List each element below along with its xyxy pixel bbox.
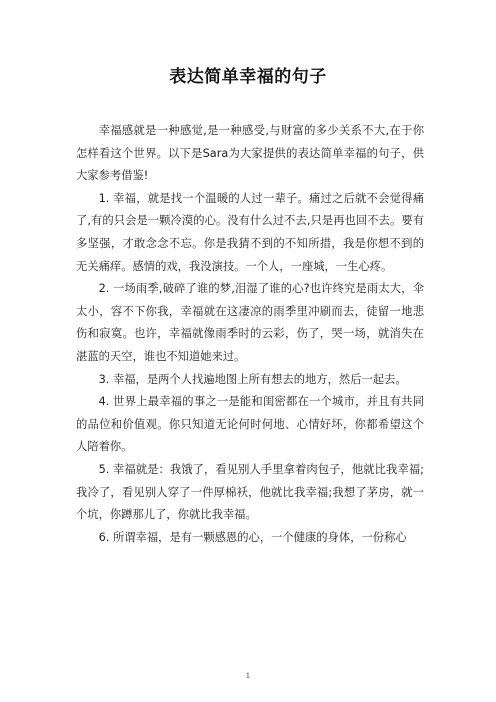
document-title: 表达简单幸福的句子 [169,67,327,87]
paragraph-3: 3. 幸福，是两个人找遍地图上所有想去的地方，然后一起去。 [98,372,407,386]
page-number: 1 [245,672,251,680]
document-body [76,120,424,549]
paragraph-5: 5. 幸福就是：我饿了，看见别人手里拿着肉包子，他就比我幸福;我冷了，看见别人穿了一件厚棉袄，他就比我幸福;我想了茅房，就一个坑，你蹲那儿了，你就比我幸福。 [76,462,424,522]
paragraph-1: 1. 幸福，就是找一个温暖的人过一辈子。痛过之后就不会觉得痛了,有的只会是一颗冷漠的心。没有什么过不去,只是再也回不去。要有多坚强，才敢念念不忘。你是我猜不到的不知所措，我是你想不到的无关痛痒。感情的戏，我没演技。一个人，一座城，一生心疼。 [76,191,424,273]
paragraph-6: 6. 所谓幸福，是有一颗感恩的心，一个健康的身体，一份称心 [98,530,407,544]
intro-paragraph: 幸福感就是一种感觉,是一种感受,与财富的多少关系不大,在于你怎样看这个世界。以下是Sara为大家提供的表达简单幸福的句子，供大家参考借鉴! [76,124,424,183]
paragraph-4: 4. 世界上最幸福的事之一是能和闺密都在一个城市，并且有共同的品位和价值观。你只知道无论何时何地、心情好坏，你都希望这个人陪着你。 [76,395,424,454]
paragraph-2: 2. 一场雨季,破碎了谁的梦,泪湿了谁的心?也许终究是雨太大，伞太小，容不下你我，幸福就在这凄凉的雨季里冲刷而去，徒留一地悲伤和寂寞。也许，幸福就像雨季时的云彩，伤了，哭一场，就消失在湛蓝的天空，谁也不知道她来过。 [76,282,424,363]
